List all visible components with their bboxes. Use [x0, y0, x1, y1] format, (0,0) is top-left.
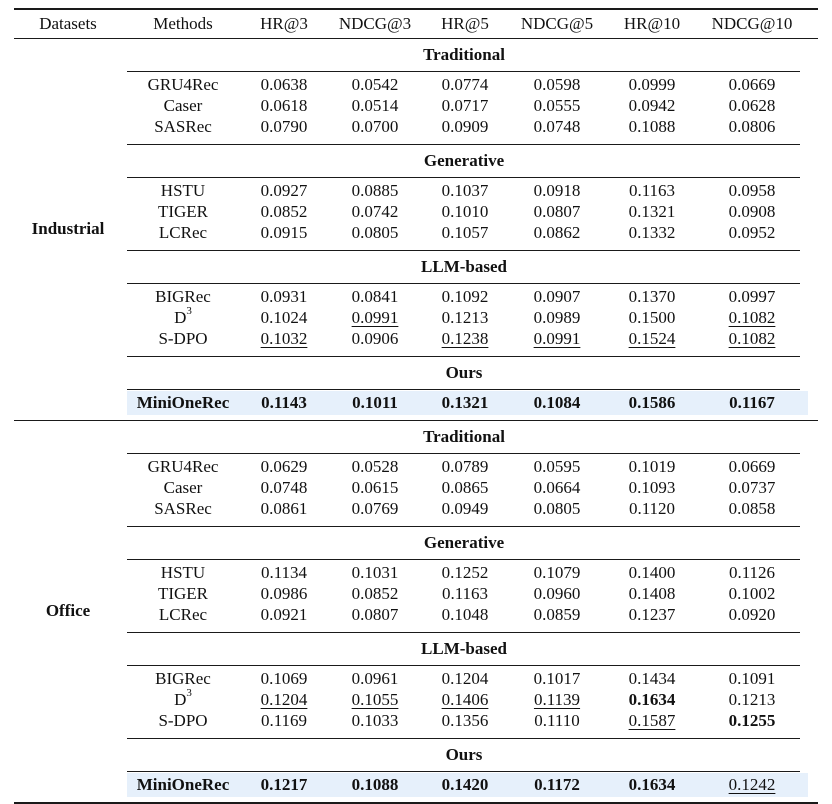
method-name: SASRec	[154, 117, 212, 136]
metric-cell: 0.1213	[441, 308, 489, 327]
metric-cell: 0.0748	[260, 478, 308, 497]
metric-cell: 0.0920	[728, 605, 776, 624]
metric-cell: 0.0774	[441, 75, 489, 94]
metric-cell: 0.0598	[533, 75, 581, 94]
group-rule	[127, 665, 800, 666]
metric-cell: 0.0986	[260, 584, 308, 603]
group-rule	[127, 453, 800, 454]
metric-cell: 0.0942	[628, 96, 676, 115]
metric-cell: 0.0909	[441, 117, 489, 136]
metric-cell: 0.1163	[441, 584, 489, 603]
metric-cell: 0.0628	[728, 96, 776, 115]
metric-cell: 0.0858	[728, 499, 776, 518]
metric-cell: 0.1406	[441, 690, 489, 709]
group-rule	[127, 632, 800, 633]
method-name: SASRec	[154, 499, 212, 518]
metric-cell: 0.1069	[260, 669, 308, 688]
method-name: $D^3$	[174, 687, 192, 709]
metric-cell: 0.1321	[628, 202, 676, 221]
metric-cell: 0.0852	[351, 584, 399, 603]
metric-cell: 0.1500	[628, 308, 676, 327]
metric-cell: 0.1238	[441, 329, 489, 348]
metric-cell: 0.1332	[628, 223, 676, 242]
metric-cell: 0.0806	[728, 117, 776, 136]
metric-cell: 0.0555	[533, 96, 581, 115]
metric-cell: 0.1420	[441, 775, 489, 794]
metric-cell: 0.0949	[441, 499, 489, 518]
metric-cell: 0.0861	[260, 499, 308, 518]
metric-cell: 0.0906	[351, 329, 399, 348]
method-name: HSTU	[160, 181, 206, 200]
metric-cell: 0.0885	[351, 181, 399, 200]
metric-cell: 0.0807	[533, 202, 581, 221]
column-header: NDCG@5	[520, 14, 594, 33]
method-superscript: 3	[186, 305, 192, 318]
metric-cell: 0.1088	[628, 117, 676, 136]
metric-cell: 0.0865	[441, 478, 489, 497]
method-name: $D^3$	[174, 305, 192, 327]
metric-cell: 0.1126	[728, 563, 776, 582]
column-header: HR@10	[623, 14, 681, 33]
metric-cell: 0.1321	[441, 393, 489, 412]
metric-cell: 0.1163	[628, 181, 676, 200]
dataset-rule	[14, 420, 818, 421]
metric-cell: 0.0717	[441, 96, 489, 115]
metric-cell: 0.1011	[352, 393, 398, 412]
metric-cell: 0.1088	[351, 775, 399, 794]
metric-cell: 0.1057	[441, 223, 489, 242]
metric-cell: 0.0921	[260, 605, 308, 624]
metric-cell: 0.0742	[351, 202, 399, 221]
method-name: HSTU	[160, 563, 206, 582]
metric-cell: 0.1634	[628, 690, 676, 709]
metric-cell: 0.1110	[534, 711, 580, 730]
metric-cell: 0.1356	[441, 711, 489, 730]
method-name: TIGER	[157, 584, 209, 603]
metric-cell: 0.1634	[628, 775, 676, 794]
method-name: MiniOneRec	[136, 393, 230, 412]
metric-cell: 0.1120	[628, 499, 676, 518]
method-name: LCRec	[158, 223, 208, 242]
group-rule	[127, 356, 800, 357]
metric-cell: 0.0669	[728, 75, 776, 94]
method-name: S-DPO	[158, 329, 208, 348]
header-rule	[14, 38, 818, 39]
group-label: Ours	[445, 363, 483, 382]
method-superscript: 3	[186, 687, 192, 700]
column-header: NDCG@3	[338, 14, 412, 33]
group-label: Generative	[423, 151, 505, 170]
metric-cell: 0.0952	[728, 223, 776, 242]
metric-cell: 0.0528	[351, 457, 399, 476]
group-rule	[127, 526, 800, 527]
metric-cell: 0.0927	[260, 181, 308, 200]
metric-cell: 0.1093	[628, 478, 676, 497]
metric-cell: 0.0669	[728, 457, 776, 476]
group-label: Traditional	[423, 427, 505, 446]
group-rule	[127, 559, 800, 560]
metric-cell: 0.0807	[351, 605, 399, 624]
column-header: Methods	[153, 14, 213, 33]
method-name: Caser	[163, 478, 203, 497]
top-rule	[14, 8, 818, 10]
metric-cell: 0.1019	[628, 457, 676, 476]
metric-cell: 0.0737	[728, 478, 776, 497]
metric-cell: 0.0931	[260, 287, 308, 306]
method-name: TIGER	[157, 202, 209, 221]
group-label: Ours	[445, 745, 483, 764]
metric-cell: 0.1031	[351, 563, 399, 582]
metric-cell: 0.0958	[728, 181, 776, 200]
metric-cell: 0.0769	[351, 499, 399, 518]
metric-cell: 0.1033	[351, 711, 399, 730]
metric-cell: 0.0748	[533, 117, 581, 136]
metric-cell: 0.1024	[260, 308, 308, 327]
metric-cell: 0.0991	[533, 329, 581, 348]
metric-cell: 0.0997	[728, 287, 776, 306]
method-name: BIGRec	[155, 669, 211, 688]
metric-cell: 0.1204	[441, 669, 489, 688]
method-name: Caser	[163, 96, 203, 115]
metric-cell: 0.0841	[351, 287, 399, 306]
metric-cell: 0.1091	[728, 669, 776, 688]
group-rule	[127, 177, 800, 178]
metric-cell: 0.1213	[728, 690, 776, 709]
metric-cell: 0.0989	[533, 308, 581, 327]
metric-cell: 0.0514	[351, 96, 399, 115]
metric-cell: 0.1434	[628, 669, 676, 688]
group-rule	[127, 250, 800, 251]
column-header: HR@3	[260, 14, 308, 33]
metric-cell: 0.1255	[728, 711, 776, 730]
metric-cell: 0.1037	[441, 181, 489, 200]
dataset-label: Office	[45, 601, 91, 620]
metric-cell: 0.1217	[260, 775, 308, 794]
metric-cell: 0.0629	[260, 457, 308, 476]
metric-cell: 0.0999	[628, 75, 676, 94]
metric-cell: 0.1242	[728, 775, 776, 794]
dataset-label: Industrial	[31, 219, 105, 238]
metric-cell: 0.1370	[628, 287, 676, 306]
metric-cell: 0.0852	[260, 202, 308, 221]
metric-cell: 0.1134	[260, 563, 308, 582]
metric-cell: 0.0638	[260, 75, 308, 94]
metric-cell: 0.1048	[441, 605, 489, 624]
metric-cell: 0.1002	[728, 584, 776, 603]
metric-cell: 0.1017	[533, 669, 581, 688]
method-name: LCRec	[158, 605, 208, 624]
group-label: LLM-based	[421, 257, 507, 276]
column-header: NDCG@10	[711, 14, 793, 33]
metric-cell: 0.0700	[351, 117, 399, 136]
metric-cell: 0.0789	[441, 457, 489, 476]
method-name: GRU4Rec	[147, 457, 219, 476]
metric-cell: 0.0595	[533, 457, 581, 476]
group-rule	[127, 771, 800, 772]
metric-cell: 0.1055	[351, 690, 399, 709]
column-header: Datasets	[39, 14, 97, 33]
group-rule	[127, 283, 800, 284]
metric-cell: 0.1400	[628, 563, 676, 582]
method-name: MiniOneRec	[136, 775, 230, 794]
metric-cell: 0.0618	[260, 96, 308, 115]
metric-cell: 0.0615	[351, 478, 399, 497]
metric-cell: 0.1587	[628, 711, 676, 730]
metric-cell: 0.1032	[260, 329, 308, 348]
metric-cell: 0.0805	[533, 499, 581, 518]
metric-cell: 0.1172	[534, 775, 580, 794]
method-name: BIGRec	[155, 287, 211, 306]
metric-cell: 0.1143	[261, 393, 307, 412]
group-rule	[127, 738, 800, 739]
metric-cell: 0.0805	[351, 223, 399, 242]
group-label: Traditional	[423, 45, 505, 64]
group-label: LLM-based	[421, 639, 507, 658]
metric-cell: 0.0542	[351, 75, 399, 94]
metric-cell: 0.1079	[533, 563, 581, 582]
metric-cell: 0.0961	[351, 669, 399, 688]
metric-cell: 0.1084	[533, 393, 581, 412]
metric-cell: 0.1082	[728, 329, 776, 348]
metric-cell: 0.1204	[260, 690, 308, 709]
group-label: Generative	[423, 533, 505, 552]
metric-cell: 0.1524	[628, 329, 676, 348]
metric-cell: 0.1092	[441, 287, 489, 306]
metric-cell: 0.0991	[351, 308, 399, 327]
metric-cell: 0.1586	[628, 393, 676, 412]
method-name: S-DPO	[158, 711, 208, 730]
metric-cell: 0.1167	[729, 393, 775, 412]
bottom-rule	[14, 802, 818, 804]
metric-cell: 0.1252	[441, 563, 489, 582]
metric-cell: 0.1408	[628, 584, 676, 603]
group-rule	[127, 71, 800, 72]
metric-cell: 0.0790	[260, 117, 308, 136]
column-header: HR@5	[441, 14, 489, 33]
metric-cell: 0.0918	[533, 181, 581, 200]
metric-cell: 0.0907	[533, 287, 581, 306]
group-rule	[127, 144, 800, 145]
metric-cell: 0.1169	[260, 711, 308, 730]
metric-cell: 0.1237	[628, 605, 676, 624]
metric-cell: 0.0908	[728, 202, 776, 221]
metric-cell: 0.0664	[533, 478, 581, 497]
method-name: GRU4Rec	[147, 75, 219, 94]
metric-cell: 0.1010	[441, 202, 489, 221]
metric-cell: 0.1082	[728, 308, 776, 327]
metric-cell: 0.1139	[533, 690, 581, 709]
metric-cell: 0.0960	[533, 584, 581, 603]
metric-cell: 0.0915	[260, 223, 308, 242]
metric-cell: 0.0862	[533, 223, 581, 242]
metric-cell: 0.0859	[533, 605, 581, 624]
group-rule	[127, 389, 800, 390]
